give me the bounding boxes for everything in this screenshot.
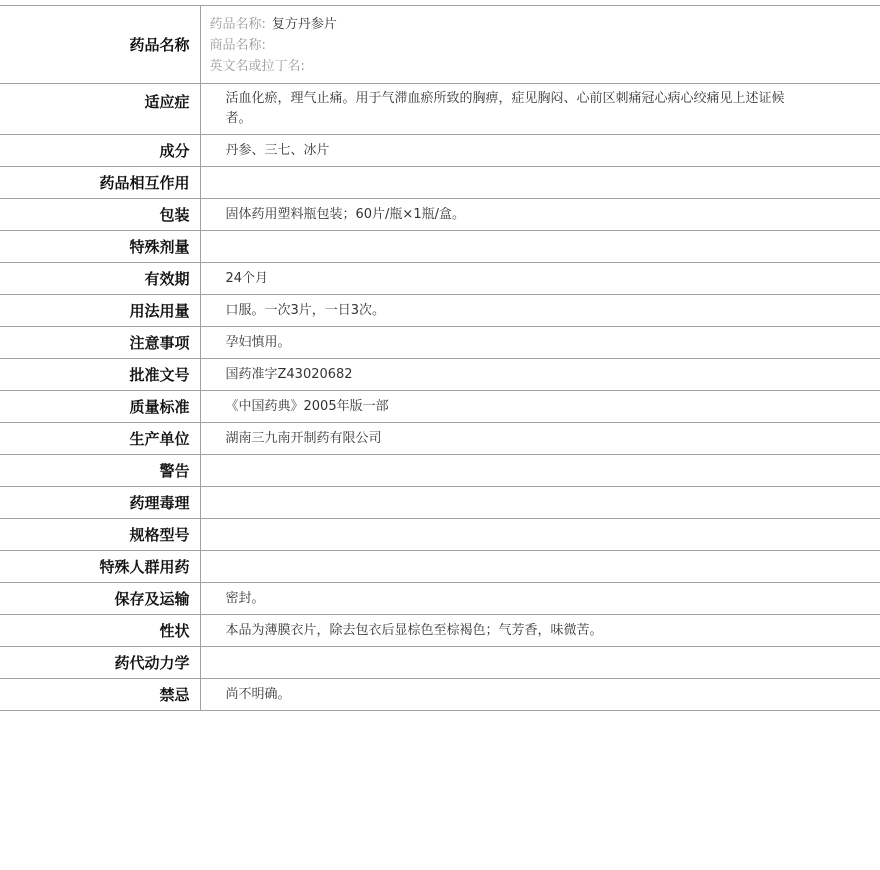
row-value-specification [200, 519, 880, 551]
row-interactions [0, 167, 880, 199]
row-label-pharmacology: 药理毒理 [0, 487, 200, 519]
row-contraindications [0, 679, 880, 711]
row-label-shelf-life: 有效期 [0, 263, 200, 295]
row-value-special-populations [200, 551, 880, 583]
generic-name-line [210, 14, 871, 35]
row-value-indications: 活血化瘀，理气止痛。用于气滞血瘀所致的胸痹，症见胸闷、心前区刺痛冠心病心绞痛见上述证候者。 [225, 91, 785, 126]
row-label-approval-number: 批准文号 [0, 359, 200, 391]
row-value-special-dosage [200, 231, 880, 263]
row-label-manufacturer: 生产单位 [0, 423, 200, 455]
row-quality-standard [0, 391, 880, 423]
row-value-dosage: 口服。一次3片，一日3次。 [225, 302, 386, 318]
row-value-precautions: 孕妇慎用。 [225, 334, 291, 350]
row-precautions [0, 327, 880, 359]
row-indications [0, 84, 880, 135]
row-value-packaging: 固体药用塑料瓶包装；60片/瓶×1瓶/盒。 [225, 206, 465, 222]
english-name-key: 英文名或拉丁名: [209, 59, 305, 74]
row-value-contraindications: 尚不明确。 [225, 686, 291, 702]
row-label-special-populations: 特殊人群用药 [0, 551, 200, 583]
row-label-dosage: 用法用量 [0, 295, 200, 327]
row-shelf-life [0, 263, 880, 295]
row-ingredients [0, 135, 880, 167]
row-label-indications: 适应症 [0, 84, 200, 135]
drug-info-table [0, 5, 880, 711]
generic-name-key: 药品名称: [209, 17, 266, 32]
row-dosage [0, 295, 880, 327]
row-label-special-dosage: 特殊剂量 [0, 231, 200, 263]
row-label-specification: 规格型号 [0, 519, 200, 551]
row-label-description: 性状 [0, 615, 200, 647]
row-label-quality-standard: 质量标准 [0, 391, 200, 423]
row-label-pharmacokinetics: 药代动力学 [0, 647, 200, 679]
row-value-pharmacokinetics [200, 647, 880, 679]
row-label-interactions: 药品相互作用 [0, 167, 200, 199]
row-label-contraindications: 禁忌 [0, 679, 200, 711]
row-packaging [0, 199, 880, 231]
row-pharmacology [0, 487, 880, 519]
row-value-ingredients: 丹参、三七、冰片 [225, 142, 330, 158]
row-value-shelf-life: 24个月 [225, 270, 269, 286]
row-specification [0, 519, 880, 551]
trade-name-key: 商品名称: [209, 38, 266, 53]
english-name-line [210, 56, 871, 77]
row-drug-name [0, 6, 880, 84]
row-value-interactions [200, 167, 880, 199]
row-pharmacokinetics [0, 647, 880, 679]
row-approval-number [0, 359, 880, 391]
generic-name-value: 复方丹参片 [271, 17, 337, 32]
row-label-ingredients: 成分 [0, 135, 200, 167]
row-storage [0, 583, 880, 615]
row-label-precautions: 注意事项 [0, 327, 200, 359]
row-value-warning [200, 455, 880, 487]
trade-name-line [210, 35, 871, 56]
drug-info-sheet [0, 5, 880, 711]
row-value-storage: 密封。 [225, 590, 265, 606]
row-value-description: 本品为薄膜衣片，除去包衣后显棕色至棕褐色；气芳香，味微苦。 [225, 622, 603, 638]
row-label-warning: 警告 [0, 455, 200, 487]
row-value-pharmacology [200, 487, 880, 519]
row-label-drug-name: 药品名称 [0, 6, 200, 84]
row-warning [0, 455, 880, 487]
row-description [0, 615, 880, 647]
row-special-dosage [0, 231, 880, 263]
row-special-populations [0, 551, 880, 583]
row-value-quality-standard: 《中国药典》2005年版一部 [225, 398, 389, 414]
row-label-storage: 保存及运输 [0, 583, 200, 615]
row-label-packaging: 包装 [0, 199, 200, 231]
drug-name-block [200, 6, 880, 84]
row-value-manufacturer: 湖南三九南开制药有限公司 [225, 430, 382, 446]
row-manufacturer [0, 423, 880, 455]
row-value-approval-number: 国药准字Z43020682 [225, 366, 353, 382]
